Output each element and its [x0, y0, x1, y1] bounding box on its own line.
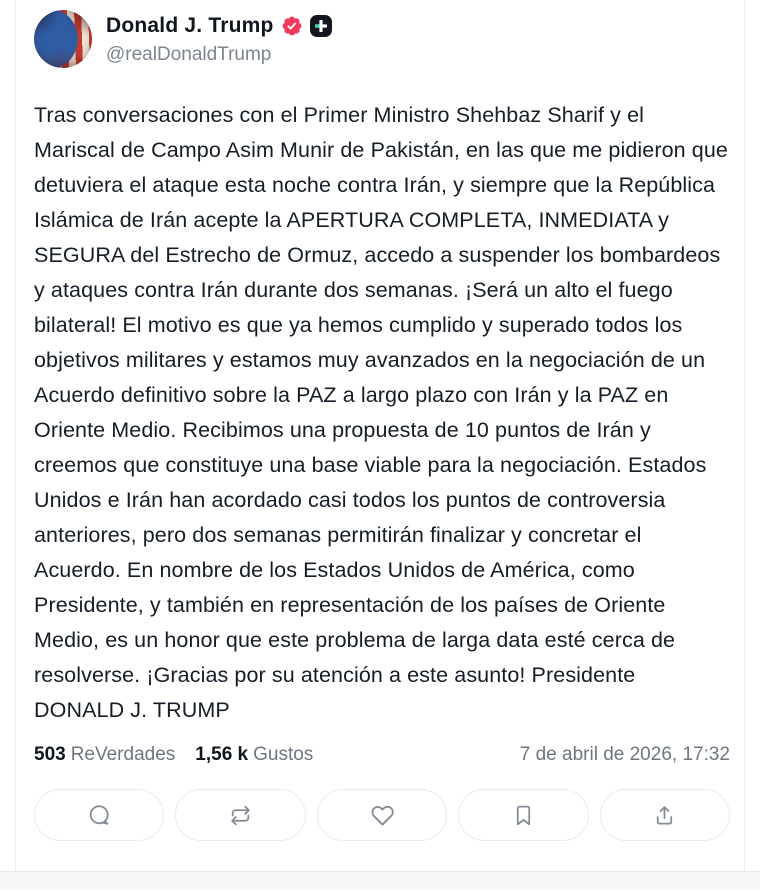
likes-stat[interactable] [195, 744, 313, 766]
author-display-name[interactable]: Donald J. Trump [106, 14, 274, 37]
upload-arrow-icon [652, 803, 677, 828]
share-button[interactable] [600, 789, 730, 841]
verified-seal-icon [281, 15, 303, 37]
retruths-label: ReVerdades [70, 744, 176, 765]
heart-icon [370, 803, 395, 828]
actions-row [34, 789, 730, 841]
avatar[interactable] [34, 10, 92, 68]
likes-count: 1,56 k [195, 744, 249, 765]
bookmark-icon [511, 803, 536, 828]
author-block [106, 10, 332, 66]
bottom-divider-strip [0, 871, 760, 890]
reply-button[interactable] [34, 789, 164, 841]
retruths-count: 503 [34, 744, 66, 765]
likes-label: Gustos [253, 744, 314, 765]
retruths-stat[interactable] [34, 744, 175, 766]
post-card [15, 0, 745, 871]
speech-bubble-icon [87, 803, 112, 828]
repeat-arrows-icon [228, 803, 253, 828]
stats-row [34, 744, 730, 766]
post-header [34, 10, 730, 68]
post-body-text: Tras conversaciones con el Primer Ministro Shehbaz Sharif y el Mariscal de Campo Asim Munir de Pakistán, en las que me pidieron que detuviera el ataque esta noche contra Irán, y siempre que la República Islámica de Irán acepte la APERTURA COMPLETA, INMEDIATA y SEGURA del Estrecho de Ormuz, accedo a suspender los bombardeos y ataques contra Irán durante dos semanas. ¡Será un alto el fuego bilateral! El motivo es que ya hemos cumplido y superado todos los objetivos militares y estamos muy avanzados en la negociación de un Acuerdo definitivo sobre la PAZ a largo plazo con Irán y la PAZ en Oriente Medio. Recibimos una propuesta de 10 puntos de Irán y creemos que constituye una base viable para la negociación. Estados Unidos e Irán han acordado casi todos los puntos de controversia anteriores, pero dos semanas permitirán finalizar y concretar el Acuerdo. En nombre de los Estados Unidos de América, como Presidente, y también en representación de los países de Oriente Medio, es un honor que este problema de larga data esté cerca de resolverse. ¡Gracias por su atención a este asunto! Presidente DONALD J. TRUMP [34, 103, 728, 722]
timestamp: 7 de abril de 2026, 17:32 [519, 744, 730, 765]
bookmark-button[interactable] [458, 789, 588, 841]
like-button[interactable] [317, 789, 447, 841]
author-handle[interactable]: @realDonaldTrump [106, 44, 272, 65]
retruth-button[interactable] [175, 789, 305, 841]
truth-plus-icon [310, 15, 332, 37]
